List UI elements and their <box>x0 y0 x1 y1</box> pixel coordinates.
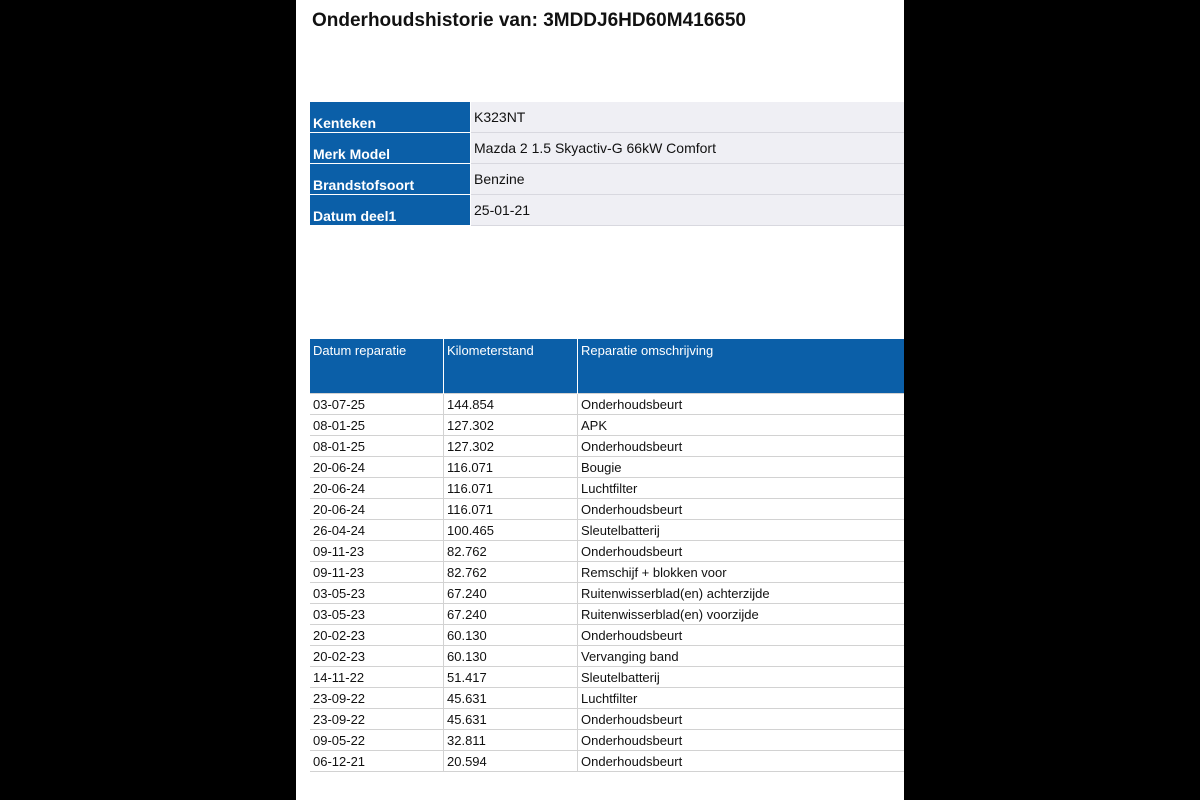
vehicle-info-value: 25-01-21 <box>471 195 905 226</box>
cell-date: 20-02-23 <box>310 646 444 667</box>
cell-mileage: 82.762 <box>444 541 578 562</box>
cell-date: 20-06-24 <box>310 499 444 520</box>
cell-date: 08-01-25 <box>310 436 444 457</box>
cell-date: 08-01-25 <box>310 415 444 436</box>
vehicle-info-label: Datum deel1 <box>310 195 471 226</box>
cell-description: Bougie <box>578 457 905 478</box>
repair-history-table <box>310 339 904 772</box>
vehicle-info-row <box>310 164 904 195</box>
cell-mileage: 116.071 <box>444 499 578 520</box>
header-mileage: Kilometerstand <box>444 339 578 394</box>
table-row <box>310 415 904 436</box>
table-row <box>310 730 904 751</box>
table-row <box>310 625 904 646</box>
cell-date: 03-07-25 <box>310 394 444 415</box>
cell-date: 14-11-22 <box>310 667 444 688</box>
table-row <box>310 751 904 772</box>
table-row <box>310 604 904 625</box>
cell-date: 20-02-23 <box>310 625 444 646</box>
cell-date: 20-06-24 <box>310 478 444 499</box>
cell-date: 03-05-23 <box>310 604 444 625</box>
cell-mileage: 20.594 <box>444 751 578 772</box>
cell-mileage: 32.811 <box>444 730 578 751</box>
cell-date: 09-05-22 <box>310 730 444 751</box>
vehicle-info-row <box>310 195 904 226</box>
cell-description: Onderhoudsbeurt <box>578 625 905 646</box>
table-row <box>310 394 904 415</box>
cell-date: 20-06-24 <box>310 457 444 478</box>
cell-date: 06-12-21 <box>310 751 444 772</box>
cell-date: 23-09-22 <box>310 709 444 730</box>
cell-mileage: 45.631 <box>444 709 578 730</box>
cell-date: 09-11-23 <box>310 562 444 583</box>
history-header-row <box>310 339 904 394</box>
vehicle-info-value: K323NT <box>471 102 905 133</box>
page-title: Onderhoudshistorie van: 3MDDJ6HD60M416650 <box>312 10 746 31</box>
cell-description: Luchtfilter <box>578 688 905 709</box>
cell-mileage: 67.240 <box>444 604 578 625</box>
document-page <box>296 0 904 800</box>
cell-description: Onderhoudsbeurt <box>578 730 905 751</box>
table-row <box>310 562 904 583</box>
cell-description: Luchtfilter <box>578 478 905 499</box>
table-row <box>310 583 904 604</box>
cell-mileage: 60.130 <box>444 646 578 667</box>
cell-date: 09-11-23 <box>310 541 444 562</box>
cell-description: Ruitenwisserblad(en) achterzijde <box>578 583 905 604</box>
table-row <box>310 478 904 499</box>
cell-description: Sleutelbatterij <box>578 520 905 541</box>
cell-mileage: 60.130 <box>444 625 578 646</box>
cell-mileage: 116.071 <box>444 457 578 478</box>
cell-description: Onderhoudsbeurt <box>578 394 905 415</box>
cell-description: Onderhoudsbeurt <box>578 751 905 772</box>
table-row <box>310 541 904 562</box>
cell-description: Ruitenwisserblad(en) voorzijde <box>578 604 905 625</box>
cell-date: 23-09-22 <box>310 688 444 709</box>
cell-description: Sleutelbatterij <box>578 667 905 688</box>
table-row <box>310 709 904 730</box>
table-row <box>310 457 904 478</box>
cell-description: Vervanging band <box>578 646 905 667</box>
cell-description: APK <box>578 415 905 436</box>
cell-mileage: 45.631 <box>444 688 578 709</box>
vehicle-info-row <box>310 133 904 164</box>
cell-mileage: 127.302 <box>444 436 578 457</box>
vehicle-info-table <box>310 102 904 226</box>
table-row <box>310 688 904 709</box>
vehicle-info-value: Benzine <box>471 164 905 195</box>
cell-mileage: 144.854 <box>444 394 578 415</box>
cell-mileage: 100.465 <box>444 520 578 541</box>
table-row <box>310 436 904 457</box>
header-description: Reparatie omschrijving <box>578 339 905 394</box>
table-row <box>310 499 904 520</box>
cell-mileage: 51.417 <box>444 667 578 688</box>
cell-description: Remschijf + blokken voor <box>578 562 905 583</box>
cell-mileage: 67.240 <box>444 583 578 604</box>
header-date: Datum reparatie <box>310 339 444 394</box>
vehicle-info-label: Merk Model <box>310 133 471 164</box>
table-row <box>310 520 904 541</box>
cell-date: 26-04-24 <box>310 520 444 541</box>
table-row <box>310 667 904 688</box>
vehicle-info-label: Kenteken <box>310 102 471 133</box>
cell-mileage: 116.071 <box>444 478 578 499</box>
vehicle-info-value: Mazda 2 1.5 Skyactiv-G 66kW Comfort <box>471 133 905 164</box>
table-row <box>310 646 904 667</box>
cell-description: Onderhoudsbeurt <box>578 499 905 520</box>
cell-date: 03-05-23 <box>310 583 444 604</box>
cell-mileage: 82.762 <box>444 562 578 583</box>
cell-description: Onderhoudsbeurt <box>578 436 905 457</box>
cell-description: Onderhoudsbeurt <box>578 541 905 562</box>
cell-description: Onderhoudsbeurt <box>578 709 905 730</box>
cell-mileage: 127.302 <box>444 415 578 436</box>
vehicle-info-row <box>310 102 904 133</box>
vehicle-info-label: Brandstofsoort <box>310 164 471 195</box>
